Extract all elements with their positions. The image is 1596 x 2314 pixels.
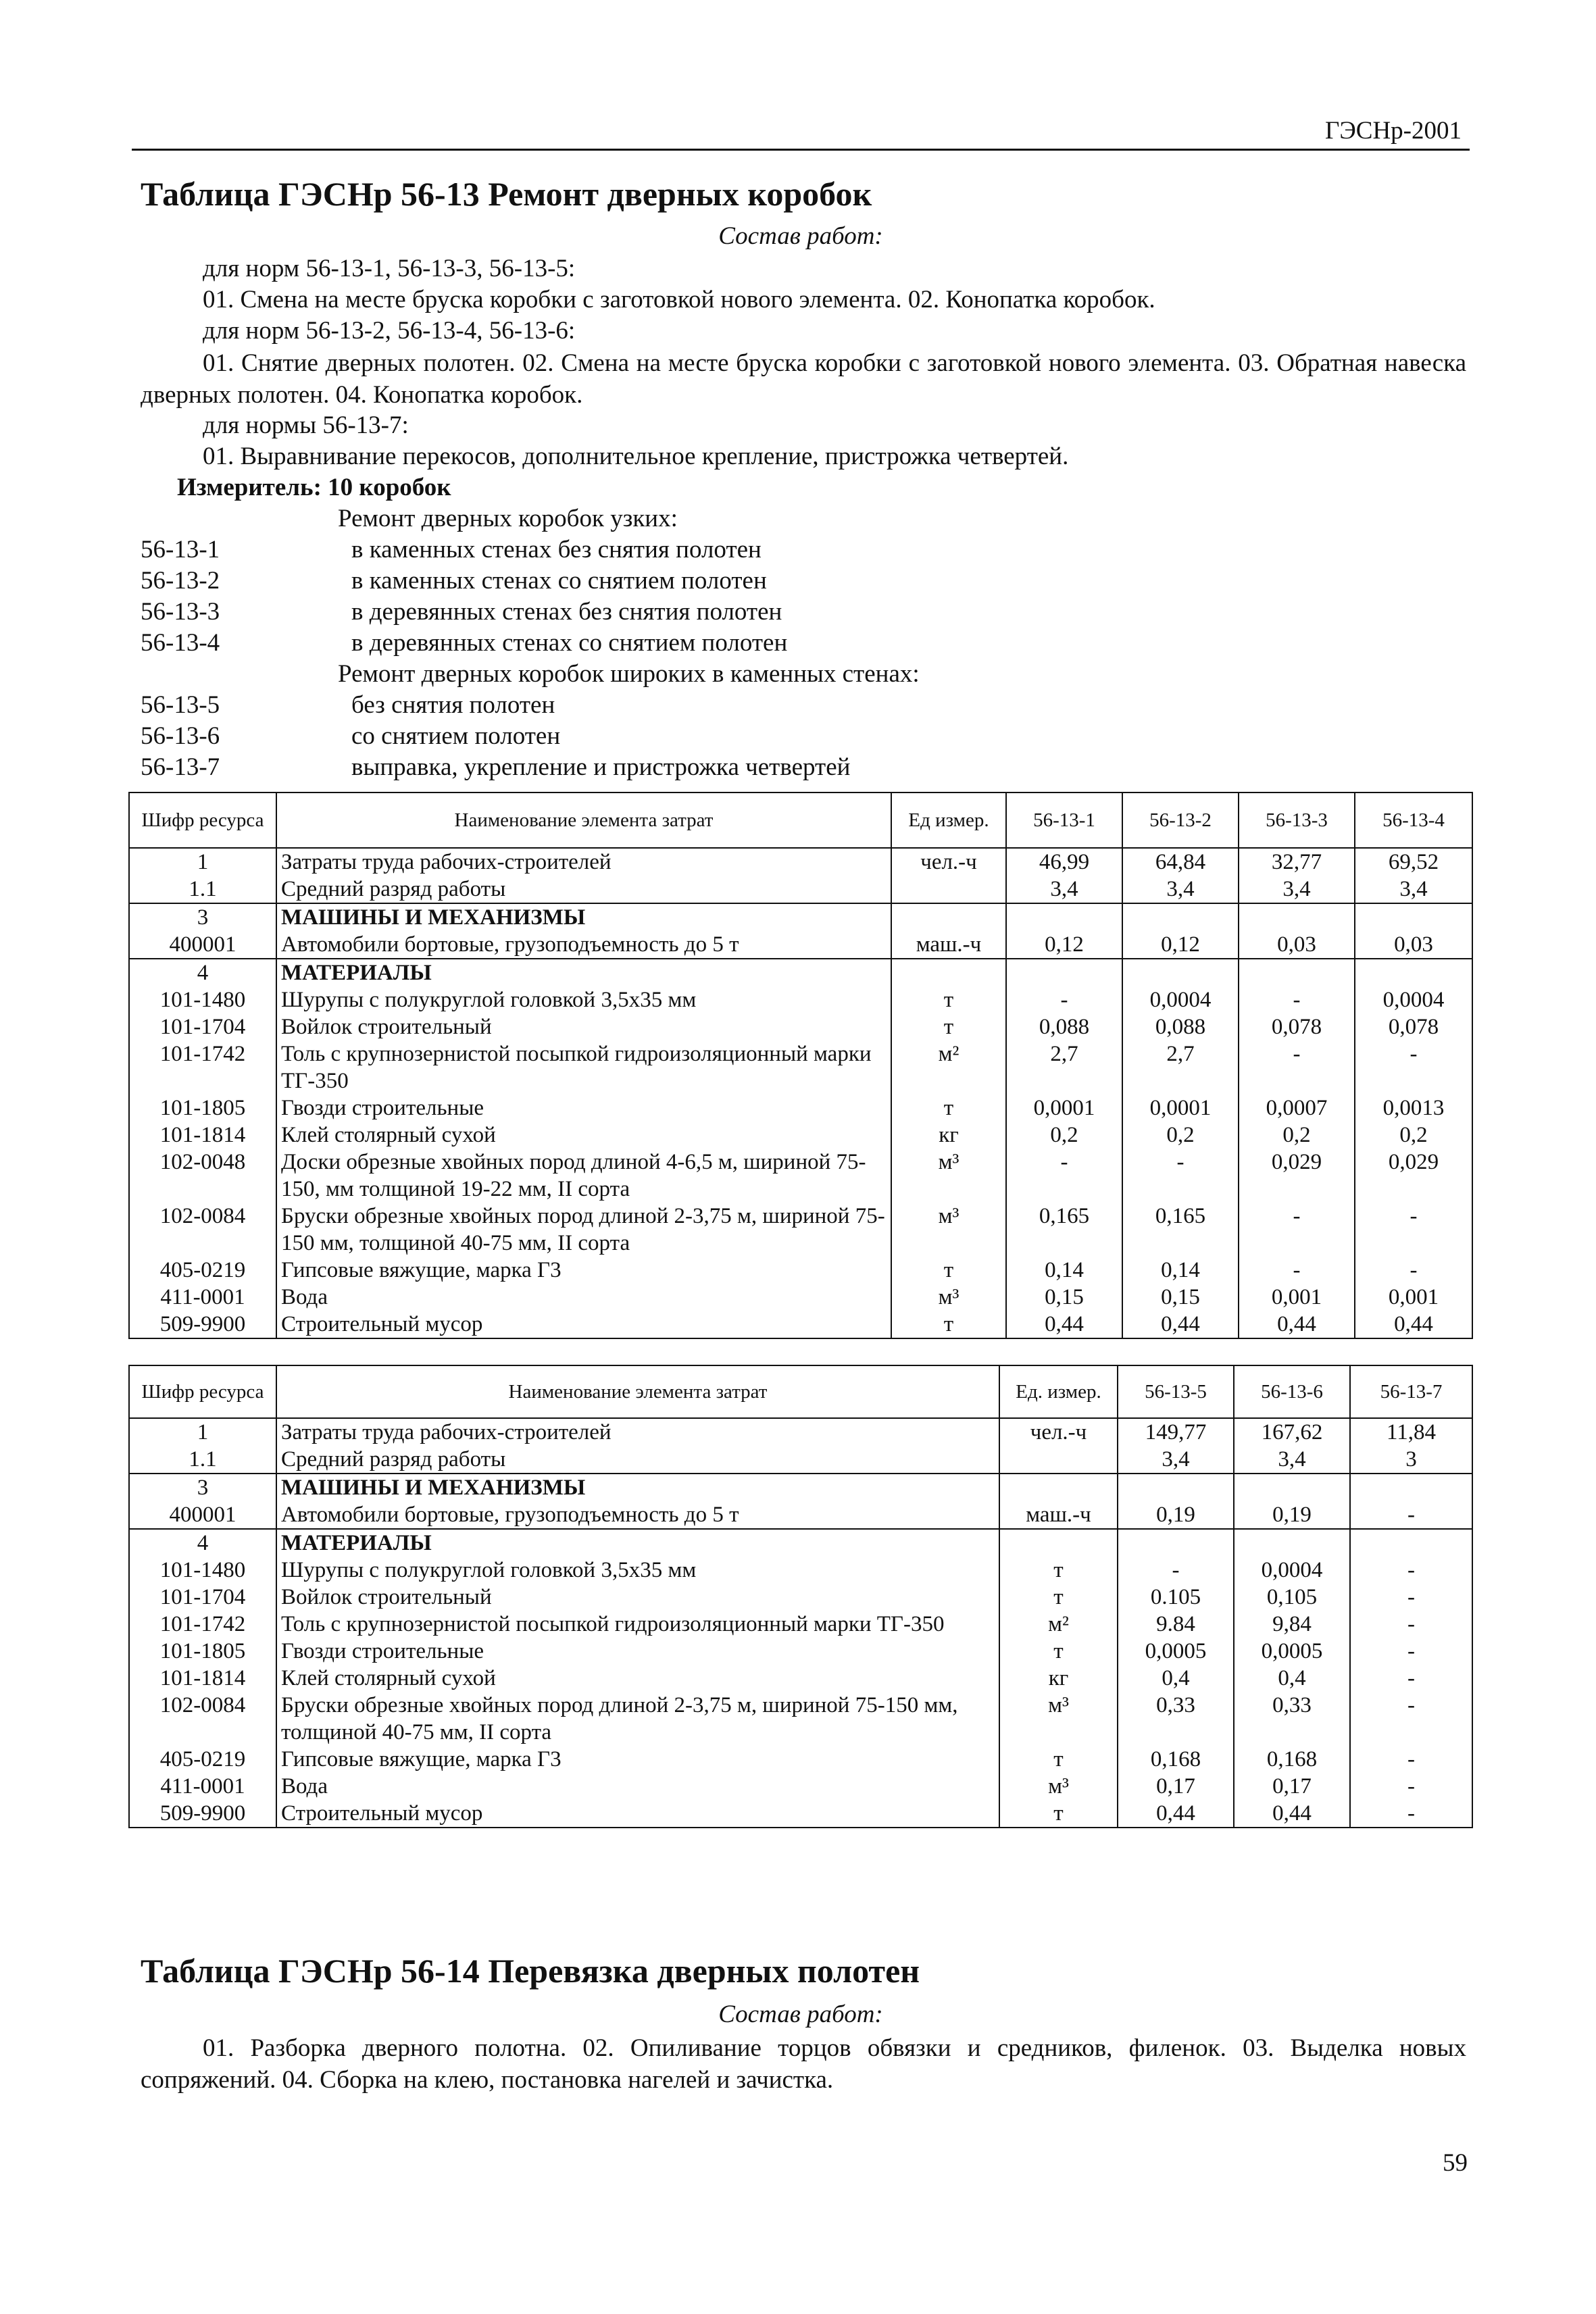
norm-desc: со снятием полотен: [351, 722, 561, 750]
table-row: [129, 1474, 1472, 1501]
cost-element-name: Клей столярный сухой: [276, 1122, 891, 1149]
norm-code: 56-13-1: [141, 536, 220, 563]
norm-value: 0,168: [1118, 1746, 1234, 1773]
table-row: [129, 1584, 1472, 1611]
norm-code: 56-13-2: [141, 567, 220, 595]
unit: т: [891, 1013, 1006, 1040]
norm-code: 56-13-7: [141, 753, 220, 781]
resource-code: 411-0001: [129, 1773, 276, 1800]
norm-value: 0,0005: [1234, 1638, 1350, 1665]
norm-value: 0,029: [1239, 1149, 1355, 1203]
norm-value: -: [1350, 1638, 1472, 1665]
cost-element-name: Затраты труда рабочих-строителей: [276, 1418, 999, 1446]
unit: маш.-ч: [891, 931, 1006, 959]
resource-code: 101-1742: [129, 1040, 276, 1095]
norm-value: -: [1239, 1203, 1355, 1257]
norm-value: 69,52: [1355, 848, 1472, 876]
norm-value: 0,165: [1006, 1203, 1122, 1257]
unit: т: [999, 1584, 1118, 1611]
cost-element-name: Автомобили бортовые, грузоподъемность до 5 т: [276, 931, 891, 959]
norm-value: 0,0004: [1234, 1557, 1350, 1584]
norm-code: 56-13-4: [141, 629, 220, 657]
norm-value: 0,2: [1239, 1122, 1355, 1149]
table-row: [129, 1122, 1472, 1149]
unit: [999, 1474, 1118, 1501]
resource-code: 3: [129, 1474, 276, 1501]
norm-value: [1006, 903, 1122, 931]
table-row: [129, 1418, 1472, 1446]
table-row: [129, 1638, 1472, 1665]
unit: [891, 876, 1006, 903]
unit: т: [999, 1557, 1118, 1584]
unit: маш.-ч: [999, 1501, 1118, 1529]
norm-value: 9.84: [1118, 1611, 1234, 1638]
cost-element-name: Строительный мусор: [276, 1311, 891, 1338]
cost-element-name: Шурупы с полукруглой головкой 3,5x35 мм: [276, 1557, 999, 1584]
cost-element-name: Шурупы с полукруглой головкой 3,5x35 мм: [276, 986, 891, 1013]
norm-value: 2,7: [1122, 1040, 1239, 1095]
resource-code: 1: [129, 1418, 276, 1446]
cost-element-name: Толь с крупнозернистой посыпкой гидроизоляционный марки ТГ-350: [276, 1611, 999, 1638]
norms-group-1-text: 01. Смена на месте бруска коробки с заготовкой нового элемента. 02. Конопатка коробок.: [203, 286, 1155, 313]
header-norm: 56-13-7: [1350, 1365, 1472, 1418]
table-row: [129, 1692, 1472, 1746]
norms-group-2-text: 01. Снятие дверных полотен. 02. Смена на месте бруска коробки с заготовкой нового элемента. 03. Обратная навеска дверных полотен. 04. Конопатка коробок.: [141, 349, 1466, 409]
cost-element-name: МАТЕРИАЛЫ: [276, 959, 891, 986]
norm-value: 64,84: [1122, 848, 1239, 876]
norms-group-1-label: для норм 56-13-1, 56-13-3, 56-13-5:: [203, 255, 576, 282]
unit: кг: [891, 1122, 1006, 1149]
norm-value: 0,2: [1355, 1122, 1472, 1149]
header-code: Шифр ресурса: [129, 1365, 276, 1418]
norm-value: -: [1350, 1800, 1472, 1828]
header-unit: Ед измер.: [891, 793, 1006, 848]
norm-value: -: [1355, 1040, 1472, 1095]
norms-group-3-label: для нормы 56-13-7:: [203, 411, 409, 439]
header-norm: 56-13-1: [1006, 793, 1122, 848]
table-row: [129, 931, 1472, 959]
norms-group-3-text: 01. Выравнивание перекосов, дополнительное крепление, пристрожка четвертей.: [203, 443, 1069, 470]
norm-group-1-title: Ремонт дверных коробок узких:: [338, 505, 678, 532]
unit: т: [891, 1257, 1006, 1284]
resource-code: 3: [129, 903, 276, 931]
table-row: [129, 1203, 1472, 1257]
unit: м³: [999, 1692, 1118, 1746]
norm-value: 0,12: [1006, 931, 1122, 959]
norms-group-2-label: для норм 56-13-2, 56-13-4, 56-13-6:: [203, 317, 576, 345]
unit: м³: [891, 1149, 1006, 1203]
table-row: [129, 1013, 1472, 1040]
cost-element-name: МАТЕРИАЛЫ: [276, 1529, 999, 1557]
table-row: [129, 1284, 1472, 1311]
header-norm: 56-13-3: [1239, 793, 1355, 848]
norm-value: [1350, 1474, 1472, 1501]
norm-value: 0,001: [1239, 1284, 1355, 1311]
resource-code: 101-1742: [129, 1611, 276, 1638]
norm-value: 0,44: [1355, 1311, 1472, 1338]
unit: т: [999, 1746, 1118, 1773]
header-name: Наименование элемента затрат: [276, 1365, 999, 1418]
table-14-title: Таблица ГЭСНр 56-14 Перевязка дверных полотен: [141, 1952, 920, 1990]
table-row: [129, 986, 1472, 1013]
norms-table-1: [128, 792, 1473, 1339]
resource-code: 405-0219: [129, 1257, 276, 1284]
unit: м³: [891, 1284, 1006, 1311]
norm-value: -: [1239, 986, 1355, 1013]
resource-code: 509-9900: [129, 1311, 276, 1338]
norm-value: 0,0001: [1006, 1095, 1122, 1122]
norm-value: 0,0004: [1355, 986, 1472, 1013]
unit: [891, 903, 1006, 931]
resource-code: 1: [129, 848, 276, 876]
norm-value: 0,17: [1234, 1773, 1350, 1800]
norm-value: 0,2: [1006, 1122, 1122, 1149]
table-row: [129, 1529, 1472, 1557]
resource-code: 411-0001: [129, 1284, 276, 1311]
resource-code: 102-0048: [129, 1149, 276, 1203]
norm-value: [1355, 959, 1472, 986]
norm-code: 56-13-5: [141, 691, 220, 719]
cost-element-name: Вода: [276, 1284, 891, 1311]
norm-value: [1122, 959, 1239, 986]
norm-value: 0,4: [1234, 1665, 1350, 1692]
norm-value: [1234, 1529, 1350, 1557]
table-row: [129, 1446, 1472, 1474]
unit: м²: [999, 1611, 1118, 1638]
norm-value: -: [1350, 1665, 1472, 1692]
norm-value: 0,168: [1234, 1746, 1350, 1773]
norm-value: 0,0001: [1122, 1095, 1239, 1122]
norm-value: 0,0004: [1122, 986, 1239, 1013]
unit: чел.-ч: [999, 1418, 1118, 1446]
norm-value: 0,15: [1006, 1284, 1122, 1311]
cost-element-name: Клей столярный сухой: [276, 1665, 999, 1692]
norm-value: -: [1118, 1557, 1234, 1584]
cost-element-name: Бруски обрезные хвойных пород длиной 2-3,75 м, шириной 75-150 мм, толщиной 40-75 мм, II сорта: [276, 1692, 999, 1746]
resource-code: 101-1704: [129, 1584, 276, 1611]
norm-value: -: [1350, 1746, 1472, 1773]
norm-value: 3,4: [1355, 876, 1472, 903]
unit: [891, 959, 1006, 986]
norm-value: -: [1239, 1257, 1355, 1284]
cost-element-name: Гвозди строительные: [276, 1638, 999, 1665]
table-row: [129, 876, 1472, 903]
resource-code: 4: [129, 1529, 276, 1557]
unit: м³: [891, 1203, 1006, 1257]
norm-value: 0,165: [1122, 1203, 1239, 1257]
norm-value: 0,33: [1234, 1692, 1350, 1746]
resource-code: 101-1805: [129, 1638, 276, 1665]
cost-element-name: Гипсовые вяжущие, марка Г3: [276, 1746, 999, 1773]
cost-element-name: Доски обрезные хвойных пород длиной 4-6,5 м, шириной 75-150, мм толщиной 19-22 мм, II сорта: [276, 1149, 891, 1203]
resource-code: 101-1814: [129, 1665, 276, 1692]
table-row: [129, 1501, 1472, 1529]
norm-value: -: [1355, 1257, 1472, 1284]
norm-value: 9,84: [1234, 1611, 1350, 1638]
norm-value: 0.105: [1118, 1584, 1234, 1611]
norm-value: 3: [1350, 1446, 1472, 1474]
norm-value: 46,99: [1006, 848, 1122, 876]
resource-code: 101-1814: [129, 1122, 276, 1149]
cost-element-name: Гвозди строительные: [276, 1095, 891, 1122]
norm-value: -: [1006, 986, 1122, 1013]
table-row: [129, 1611, 1472, 1638]
cost-element-name: Войлок строительный: [276, 1584, 999, 1611]
unit: т: [891, 1095, 1006, 1122]
header-norm: 56-13-4: [1355, 793, 1472, 848]
cost-element-name: Строительный мусор: [276, 1800, 999, 1828]
norm-value: 0,44: [1118, 1800, 1234, 1828]
unit: т: [891, 1311, 1006, 1338]
resource-code: 101-1805: [129, 1095, 276, 1122]
norm-value: 0,19: [1118, 1501, 1234, 1529]
table-row: [129, 1800, 1472, 1828]
norm-value: 11,84: [1350, 1418, 1472, 1446]
unit: т: [999, 1638, 1118, 1665]
table-row: [129, 848, 1472, 876]
table-row: [129, 1149, 1472, 1203]
norm-value: [1239, 959, 1355, 986]
norm-value: [1118, 1474, 1234, 1501]
norm-value: 0,0007: [1239, 1095, 1355, 1122]
norm-value: -: [1350, 1557, 1472, 1584]
norm-value: [1239, 903, 1355, 931]
norm-value: 0,105: [1234, 1584, 1350, 1611]
table-row: [129, 1095, 1472, 1122]
norm-desc: без снятия полотен: [351, 691, 555, 719]
header-norm: 56-13-5: [1118, 1365, 1234, 1418]
table-row: [129, 1257, 1472, 1284]
norm-value: -: [1350, 1692, 1472, 1746]
norm-value: 0,14: [1122, 1257, 1239, 1284]
resource-code: 1.1: [129, 1446, 276, 1474]
norm-value: 0,44: [1234, 1800, 1350, 1828]
norm-value: 0,44: [1006, 1311, 1122, 1338]
norm-value: -: [1355, 1203, 1472, 1257]
norm-value: -: [1350, 1584, 1472, 1611]
norm-value: 0,44: [1239, 1311, 1355, 1338]
cost-element-name: Средний разряд работы: [276, 1446, 999, 1474]
norm-value: [1006, 959, 1122, 986]
norm-desc: в деревянных стенах без снятия полотен: [351, 598, 782, 626]
unit: м³: [999, 1773, 1118, 1800]
page-number: 59: [1443, 2149, 1468, 2177]
header-norm: 56-13-2: [1122, 793, 1239, 848]
cost-element-name: Гипсовые вяжущие, марка Г3: [276, 1257, 891, 1284]
norm-value: -: [1006, 1149, 1122, 1203]
unit: чел.-ч: [891, 848, 1006, 876]
norm-value: [1118, 1529, 1234, 1557]
table-row: [129, 903, 1472, 931]
norm-value: 0,12: [1122, 931, 1239, 959]
header-norm: 56-13-6: [1234, 1365, 1350, 1418]
norm-value: 3,4: [1234, 1446, 1350, 1474]
table-row: [129, 1773, 1472, 1800]
resource-code: 101-1704: [129, 1013, 276, 1040]
norm-value: 0,0005: [1118, 1638, 1234, 1665]
norm-value: 0,2: [1122, 1122, 1239, 1149]
norm-desc: в каменных стенах со снятием полотен: [351, 567, 767, 595]
table-14-works: 01. Разборка дверного полотна. 02. Опиливание торцов обвязки и средников, филенок. 03. Выделка новых сопряжений. 04. Сборка на клею, постановка нагелей и зачистка.: [141, 2034, 1466, 2094]
norm-value: [1350, 1529, 1472, 1557]
cost-element-name: Бруски обрезные хвойных пород длиной 2-3,75 м, шириной 75-150 мм, толщиной 40-75 мм, II сорта: [276, 1203, 891, 1257]
norms-table-2: [128, 1365, 1473, 1828]
cost-element-name: Затраты труда рабочих-строителей: [276, 848, 891, 876]
table-row: [129, 1557, 1472, 1584]
norm-value: -: [1239, 1040, 1355, 1095]
cost-element-name: Войлок строительный: [276, 1013, 891, 1040]
resource-code: 1.1: [129, 876, 276, 903]
norm-value: 0,001: [1355, 1284, 1472, 1311]
resource-code: 4: [129, 959, 276, 986]
norm-desc: в каменных стенах без снятия полотен: [351, 536, 762, 563]
norm-value: 3,4: [1239, 876, 1355, 903]
norm-code: 56-13-6: [141, 722, 220, 750]
unit: м²: [891, 1040, 1006, 1095]
header-name: Наименование элемента затрат: [276, 793, 891, 848]
norm-value: [1234, 1474, 1350, 1501]
header-code: Шифр ресурса: [129, 793, 276, 848]
norm-value: 3,4: [1118, 1446, 1234, 1474]
norm-value: -: [1350, 1611, 1472, 1638]
norm-desc: выправка, укрепление и пристрожка четвертей: [351, 753, 851, 781]
cost-element-name: Средний разряд работы: [276, 876, 891, 903]
norm-value: 3,4: [1006, 876, 1122, 903]
table-row: [129, 1040, 1472, 1095]
norm-value: 0,33: [1118, 1692, 1234, 1746]
norm-value: 0,088: [1006, 1013, 1122, 1040]
norm-value: [1355, 903, 1472, 931]
norm-value: -: [1122, 1149, 1239, 1203]
unit: [999, 1446, 1118, 1474]
norm-value: 2,7: [1006, 1040, 1122, 1095]
table-row: [129, 1665, 1472, 1692]
norm-value: [1122, 903, 1239, 931]
cost-element-name: МАШИНЫ И МЕХАНИЗМЫ: [276, 903, 891, 931]
page-header: [132, 116, 1470, 151]
norm-value: 167,62: [1234, 1418, 1350, 1446]
norm-value: 32,77: [1239, 848, 1355, 876]
unit: кг: [999, 1665, 1118, 1692]
resource-code: 102-0084: [129, 1692, 276, 1746]
norm-value: 0,03: [1239, 931, 1355, 959]
norm-code: 56-13-3: [141, 598, 220, 626]
resource-code: 400001: [129, 1501, 276, 1529]
table-row: [129, 1311, 1472, 1338]
resource-code: 101-1480: [129, 1557, 276, 1584]
norm-value: 0,03: [1355, 931, 1472, 959]
norm-value: 0,44: [1122, 1311, 1239, 1338]
resource-code: 102-0084: [129, 1203, 276, 1257]
doc-code: ГЭСНр-2001: [1324, 117, 1462, 145]
cost-element-name: Толь с крупнозернистой посыпкой гидроизоляционный марки ТГ-350: [276, 1040, 891, 1095]
unit: [999, 1529, 1118, 1557]
unit: т: [999, 1800, 1118, 1828]
meter: Измеритель: 10 коробок: [177, 474, 451, 501]
resource-code: 400001: [129, 931, 276, 959]
norm-value: 0,15: [1122, 1284, 1239, 1311]
unit: т: [891, 986, 1006, 1013]
table-row: [129, 1746, 1472, 1773]
table-13-title: Таблица ГЭСНр 56-13 Ремонт дверных коробок: [141, 175, 872, 213]
cost-element-name: МАШИНЫ И МЕХАНИЗМЫ: [276, 1474, 999, 1501]
resource-code: 101-1480: [129, 986, 276, 1013]
norm-value: 0,078: [1355, 1013, 1472, 1040]
cost-element-name: Автомобили бортовые, грузоподъемность до 5 т: [276, 1501, 999, 1529]
norm-value: 0,088: [1122, 1013, 1239, 1040]
norm-value: 0,17: [1118, 1773, 1234, 1800]
norm-value: -: [1350, 1501, 1472, 1529]
norm-value: 3,4: [1122, 876, 1239, 903]
norm-value: 0,14: [1006, 1257, 1122, 1284]
norm-value: -: [1350, 1773, 1472, 1800]
composition-label-14: Состав работ:: [718, 2001, 883, 2028]
norm-value: 0,4: [1118, 1665, 1234, 1692]
resource-code: 405-0219: [129, 1746, 276, 1773]
norm-value: 0,078: [1239, 1013, 1355, 1040]
norm-value: 149,77: [1118, 1418, 1234, 1446]
composition-label-13: Состав работ:: [718, 222, 883, 250]
header-unit: Ед. измер.: [999, 1365, 1118, 1418]
norm-value: 0,029: [1355, 1149, 1472, 1203]
norm-group-2-title: Ремонт дверных коробок широких в каменных стенах:: [338, 660, 920, 688]
cost-element-name: Вода: [276, 1773, 999, 1800]
resource-code: 509-9900: [129, 1800, 276, 1828]
norm-value: 0,0013: [1355, 1095, 1472, 1122]
norm-desc: в деревянных стенах со снятием полотен: [351, 629, 788, 657]
table-row: [129, 959, 1472, 986]
norm-value: 0,19: [1234, 1501, 1350, 1529]
